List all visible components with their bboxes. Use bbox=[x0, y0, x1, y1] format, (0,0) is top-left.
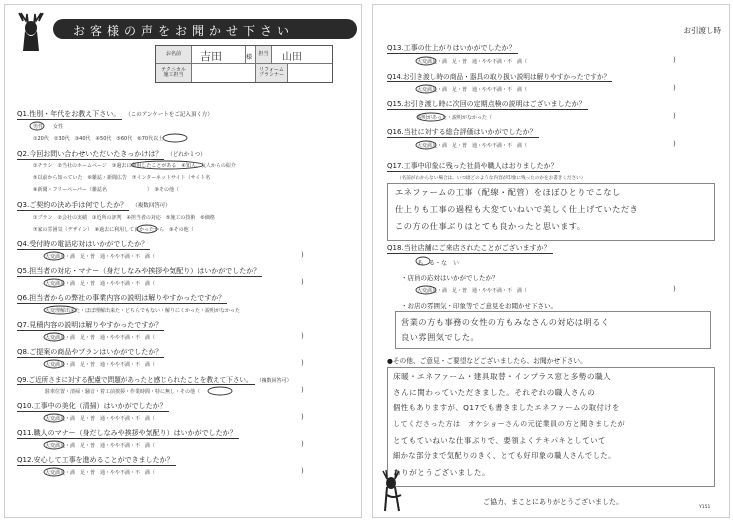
survey-title: お客様の声をお聞かせ下さい bbox=[73, 24, 295, 38]
q10-question: Q10.工事中の美化（清掃）はいかがでしたか？ bbox=[17, 402, 167, 410]
tanto-label: 担当 bbox=[256, 46, 272, 64]
q7-rating: 大変満足・満 足・普 通・やや不満・不 満（ bbox=[45, 335, 156, 341]
q2-options-3: ⑧新聞・フリーペーパー（雑誌名 ） ⑨その他（ bbox=[33, 187, 180, 193]
q18-rating: 大変満足・満 足・普 通・やや不満・不 満（ bbox=[417, 288, 528, 294]
comments-line-7: ありがとうございました。 bbox=[393, 468, 491, 477]
q17-answer-line-2: 仕上りも工事の過程も大変ていねいで美しく仕上げていただき bbox=[395, 204, 639, 214]
q13-question: Q13.工事の仕上がりはいかがでしたか？ bbox=[387, 44, 516, 52]
q18-question: Q18.当社店舗にご来店されたことがございますか？ bbox=[387, 244, 551, 252]
q2-options-2: ⑤以前から知っていた ⑥雑誌・新聞広告 ⑦インターネットサイト（サイト名 bbox=[33, 175, 211, 181]
q12-rating: 大変満足・満 足・普 通・やや不満・不 満（ bbox=[45, 470, 156, 476]
handover-label: お引渡し時 bbox=[683, 26, 721, 35]
q2-question: Q2.今回お問い合わせいただいたきっかけは？ （どれか１つ） bbox=[17, 150, 206, 158]
q5-question: Q5.担当者の対応・マナー（身だしなみや挨拶や気配り）はいかがでしたか？ bbox=[17, 267, 261, 275]
comments-title: ●その他、ご意見・ご要望などございましたら、お聞かせ下さい。 bbox=[387, 357, 587, 365]
q13-rating: 大変満足・満 足・普 通・やや不満・不 満（ bbox=[417, 59, 528, 65]
q3-options-2: ⑦家の雰囲気（デザイン） ⑧過去に利用して良かったから ⑨その他（ bbox=[33, 227, 194, 233]
q17-answer-line-3: この方の仕事ぶりはとても良かったと思います。 bbox=[395, 221, 586, 231]
q6-question: Q6.担当者からの弊社の事業内容の説明は解りやすかったですか？ bbox=[17, 294, 226, 302]
q11-question: Q11.職人のマナー（身だしなみや挨拶や気配り）はいかがでしたか？ bbox=[17, 429, 237, 437]
q8-question: Q8.ご提案の商品やプランはいかがでしたか？ bbox=[17, 348, 163, 356]
q18-answer-line-1: 営業の方も事務の女性の方もみなさんの対応は明るく bbox=[401, 317, 610, 327]
q12-question: Q12.安心して工事を進めることができましたか？ bbox=[17, 456, 174, 464]
q1-gender: 男性 女性 bbox=[33, 124, 64, 130]
comments-line-4: してくださった方は オケショーさんの元従業員の方と聞きましたが bbox=[393, 420, 626, 428]
q2-options-1: ①チラシ ②当社のホームページ ③過去に利用したことがある ④知人、友人からの紹介 bbox=[33, 163, 236, 169]
name-label: お名前 bbox=[156, 46, 192, 64]
q18-staff-question: ・店員の応対はいかがでしたか？ bbox=[401, 274, 499, 282]
q18-answer-line-2: 良い雰囲気でした。 bbox=[401, 332, 480, 342]
q17-question: Q17.工事中印象に残った社員や職人はおりましたか？ bbox=[387, 162, 558, 170]
name-suffix: 様 bbox=[246, 46, 256, 64]
q3-question: Q3.ご契約の決め手は何でしたか？ （複数回答可） bbox=[17, 201, 171, 209]
q17-answer-line-1: エネファームの工事（配線・配管）をほぼひとりでこなし bbox=[395, 187, 621, 197]
q11-rating: 大変満足・満 足・普 通・やや不満・不 満（ bbox=[45, 443, 156, 449]
answer-marks-right bbox=[373, 5, 729, 517]
q7-question: Q7.見積内容の説明は解りやすかったですか？ bbox=[17, 321, 163, 329]
q6-scale: 大変理解出来た・ほぼ理解出来た・どちらでもない・解りにくかった・説明がなかった bbox=[45, 308, 240, 314]
thanks-message: ご協力、まことにありがとうございました。 bbox=[483, 498, 623, 506]
comments-line-6: 細かな部分まで気配りのきく、とても好印象の職人さんでした。 bbox=[393, 451, 616, 460]
tanto-value: 山田 bbox=[272, 46, 332, 64]
q18-options: あ る・な い bbox=[417, 260, 460, 267]
name-value: 吉田 bbox=[192, 46, 246, 64]
q15-question: Q15.お引き渡し時に次回の定期点検の説明はございましたか？ bbox=[387, 100, 586, 108]
q5-rating: 大変満足・満 足・普 通・やや不満・不 満（ bbox=[45, 281, 156, 287]
q14-rating: 大変満足・満 足・普 通・やや不満・不 満（ bbox=[417, 87, 528, 93]
q1-question: Q1.性別・年代をお教え下さい。 （このアンケートをご記入頂く方） bbox=[17, 110, 213, 118]
comments-line-2: さんに関わっていただきました。それぞれの職人さんの bbox=[393, 388, 596, 397]
q16-question: Q16.当社に対する総合評価はいかがでしたか？ bbox=[387, 128, 537, 136]
answer-marks bbox=[5, 5, 361, 517]
q16-rating: 大変満足・満 足・普 通・やや不満・不 満（ bbox=[417, 143, 528, 149]
comments-line-5: とてもていねいな仕事ぶりで、要領よくテキパキとしていて bbox=[393, 436, 606, 445]
survey-page-right: お引渡し時 Q13.工事の仕上がりはいかがでしたか？ 大変満足・満 足・普 通・やや不満・不 満（ ) Q14.お引き渡し時の商品・器具の取り扱い説明は解りやすかったですか？ 大変満足・満 足・普 通・やや不満・不 満（ ) Q15.お引き渡し時に次回の定期点検の説明はございましたか？ 説明があった・説明がなかった（ ) Q16.当社に対する総合評価はいかがでしたか？ 大変満足・満 足・普 通・やや不満・不 満（ ) Q17.工事中印象に残った社員や職人はおりましたか？ （名前がわからない場合は、いつ頃どのような内容が印象に残ったのかをお書きください） エネファームの工事（配線・配管）をほぼひとりでこなし 仕上りも工事の過程も大変ていねいで美しく仕上げていただき この方の仕事ぶりはとても良かったと思います。 Q18.当社店舗にご来店されたことがございますか？ あ る・な い ・店員の応対はいかがでしたか？ 大変満足・満 足・普 通・やや不満・不 満（ ) ・お店の雰囲気・印象等でご意見をお聞かせ下さい。 営業の方も事務の女性の方もみなさんの対応は明るく 良い雰囲気でした。 ●その他、ご意見・ご要望などございましたら、お聞かせ下さい。 床暖・エネファーム・建具取替・インプラス窓と多勢の職人 さんに関わっていただきました。それぞれの職人さんの 個性もありますが、Q17でも書きましたエネファームの取付けを してくださった方は オケショーさんの元従業員の方と聞きましたが とてもていねいな仕事ぶりで、要領よくテキパキとしていて 細かな部分まで気配りのきく、とても好印象の職人さんでした。 ありがとうございました。 ご協力、まことにありがとうございました。 Y151 bbox=[372, 4, 730, 518]
survey-page-left: お客様の声をお聞かせ下さい お名前 吉田 様 担当 山田 テクニカル 施工担当 リフォーム プランナー Q1.性別・年代をお教え下さい。 （このアンケートをご記入頂く方） 男性 女性 ①20代 ②30代 ③40代 ④50代 ⑤60代 ⑥70代以上 Q2.今回お問い合わせいただいたきっかけは？ （どれか１つ） ①チラシ ②当社のホームページ ③過去に利用したことがある ④知人、友人からの紹介 ⑤以前から知っていた ⑥雑誌・新聞広告 ⑦インターネットサイト（サイト名 ⑧新聞・フリーペーパー（雑誌名 ） ⑨その他（ Q3.ご契約の決め手は何でしたか？ （複数回答可） ①プラン ②会社の実績 ③近所の評判 ④担当者の対応 ⑤施工の技術 ⑥価格 ⑦家の雰囲気（デザイン） ⑧過去に利用して良かったから ⑨その他（ Q4.受付時の電話応対はいかがでしたか？ 大変満足・満 足・普 通・やや不満・不 満（ ) Q5.担当者の対応・マナー（身だしなみや挨拶や気配り）はいかがでしたか？ 大変満足・満 足・普 通・やや不満・不 満（ ) Q6.担当者からの弊社の事業内容の説明は解りやすかったですか？ 大変理解出来た・ほぼ理解出来た・どちらでもない・解りにくかった・説明がなかった Q7.見積内容の説明は解りやすかったですか？ 大変満足・満 足・普 通・やや不満・不 満（ ) Q8.ご提案の商品やプランはいかがでしたか？ 大変満足・満 足・普 通・やや不満・不 満（ ) Q9.ご近所さまに対する配慮で問題があったと感じられたことを教えて下さい。 （複数回答可） 駐車位置・清掃・騒音・着工前挨拶・作業時間・特に無し・その他（ ) Q10.工事中の美化（清掃）はいかがでしたか？ 大変満足・満 足・普 通・やや不満・不 満（ ) Q11.職人のマナー（身だしなみや挨拶や気配り）はいかがでしたか？ 大変満足・満 足・普 通・やや不満・不 満（ ) Q12.安心して工事を進めることができましたか？ 大変満足・満 足・普 通・やや不満・不 満（ ) bbox=[4, 4, 362, 518]
q17-note: （名前がわからない場合は、いつ頃どのような内容が印象に残ったのかをお書きください） bbox=[397, 176, 586, 181]
q3-options-1: ①プラン ②会社の実績 ③近所の評判 ④担当者の対応 ⑤施工の技術 ⑥価格 bbox=[33, 215, 215, 221]
q9-options: 駐車位置・清掃・騒音・着工前挨拶・作業時間・特に無し・その他（ bbox=[45, 389, 201, 395]
reform-label: リフォーム プランナー bbox=[256, 64, 288, 82]
comments-line-3: 個性もありますが、Q17でも書きましたエネファームの取付けを bbox=[393, 403, 620, 412]
q9-question: Q9.ご近所さまに対する配慮で問題があったと感じられたことを教えて下さい。 （複数回答可） bbox=[17, 376, 292, 384]
q4-question: Q4.受付時の電話応対はいかがでしたか？ bbox=[17, 240, 149, 248]
q1-age: ①20代 ②30代 ③40代 ④50代 ⑤60代 ⑥70代以上 bbox=[33, 136, 164, 142]
q14-question: Q14.お引き渡し時の商品・器具の取り扱い説明は解りやすかったですか？ bbox=[387, 73, 611, 81]
q10-rating: 大変満足・満 足・普 通・やや不満・不 満（ bbox=[45, 416, 156, 422]
form-code: Y151 bbox=[699, 505, 711, 510]
tech-label: テクニカル 施工担当 bbox=[156, 64, 192, 82]
q8-rating: 大変満足・満 足・普 通・やや不満・不 満（ bbox=[45, 362, 156, 368]
q18-atmosphere-question: ・お店の雰囲気・印象等でご意見をお聞かせ下さい。 bbox=[401, 302, 557, 310]
q15-scale: 説明があった・説明がなかった（ bbox=[417, 115, 492, 121]
q4-rating: 大変満足・満 足・普 通・やや不満・不 満（ bbox=[45, 254, 156, 260]
comments-line-1: 床暖・エネファーム・建具取替・インプラス窓と多勢の職人 bbox=[393, 372, 612, 381]
